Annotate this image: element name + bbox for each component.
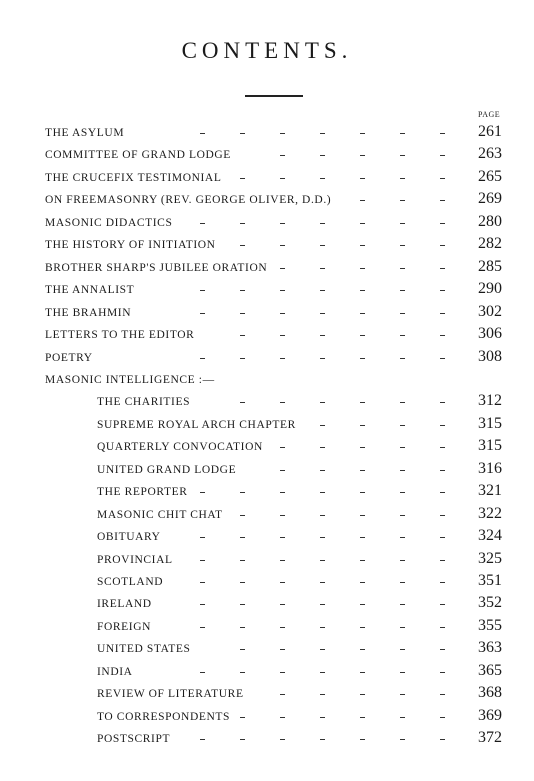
leader-dash [240, 223, 245, 224]
leader-dash [280, 515, 285, 516]
leader-dash [240, 649, 245, 650]
leader-dash [360, 425, 365, 426]
leader-dash [280, 358, 285, 359]
leader-dash [360, 402, 365, 403]
toc-page-number: 324 [478, 527, 502, 545]
toc-entry [0, 326, 534, 348]
leader-dash [360, 470, 365, 471]
toc-entry-title: POETRY [45, 351, 93, 364]
leader-dash [360, 560, 365, 561]
toc-entry [0, 506, 534, 528]
leader-dash [400, 582, 405, 583]
leader-dashes [0, 438, 534, 456]
toc-entry-title: TO CORRESPONDENTS [97, 710, 230, 723]
leader-dash [280, 492, 285, 493]
toc-entry [0, 528, 534, 550]
leader-dash [440, 133, 445, 134]
leader-dash [240, 515, 245, 516]
toc-page-number: 285 [478, 257, 502, 275]
toc-entry-title: LETTERS TO THE EDITOR [45, 329, 195, 342]
toc-page-number: 368 [478, 684, 502, 702]
leader-dash [360, 739, 365, 740]
leader-dash [360, 155, 365, 156]
leader-dash [400, 492, 405, 493]
leader-dashes [0, 708, 534, 726]
leader-dash [200, 313, 205, 314]
leader-dash [280, 155, 285, 156]
toc-entry [0, 438, 534, 460]
leader-dash [400, 672, 405, 673]
leader-dash [320, 245, 325, 246]
toc-entry [0, 259, 534, 281]
leader-dash [360, 313, 365, 314]
leader-dash [320, 560, 325, 561]
leader-dash [440, 178, 445, 179]
toc-page-number: 325 [478, 549, 502, 567]
leader-dash [320, 335, 325, 336]
leader-dash [200, 492, 205, 493]
leader-dash [360, 133, 365, 134]
toc-entry-title: BROTHER SHARP'S JUBILEE ORATION [45, 261, 268, 274]
leader-dashes [0, 640, 534, 658]
leader-dash [400, 178, 405, 179]
leader-dash [320, 358, 325, 359]
toc-entry-title: THE REPORTER [97, 486, 188, 499]
leader-dash [280, 402, 285, 403]
leader-dash [360, 582, 365, 583]
toc-entry-title: ON FREEMASONRY (REV. GEORGE OLIVER, D.D.) [45, 194, 332, 207]
toc-page-number: 352 [478, 594, 502, 612]
leader-dash [360, 358, 365, 359]
toc-entry-title: MASONIC DIDACTICS [45, 216, 173, 229]
toc-page-number: 351 [478, 572, 502, 589]
leader-dash [360, 604, 365, 605]
leader-dash [200, 223, 205, 224]
leader-dash [200, 560, 205, 561]
toc-entry [0, 618, 534, 640]
toc-entry [0, 169, 534, 191]
toc-page-number: 363 [478, 639, 502, 657]
section-heading: MASONIC INTELLIGENCE :— [45, 373, 215, 386]
leader-dash [400, 649, 405, 650]
leader-dash [240, 335, 245, 336]
toc-page-number: 312 [478, 392, 502, 410]
leader-dashes [0, 663, 534, 681]
leader-dash [360, 694, 365, 695]
leader-dash [240, 560, 245, 561]
toc-page-number: 365 [478, 661, 502, 679]
leader-dash [280, 245, 285, 246]
leader-dash [240, 627, 245, 628]
leader-dash [320, 402, 325, 403]
leader-dash [400, 335, 405, 336]
toc-page-number: 282 [478, 235, 502, 253]
leader-dash [200, 739, 205, 740]
toc-entry [0, 551, 534, 573]
leader-dash [440, 335, 445, 336]
toc-entry [0, 640, 534, 662]
leader-dash [440, 694, 445, 695]
toc-page-number: 290 [478, 280, 502, 298]
leader-dash [280, 717, 285, 718]
leader-dash [360, 200, 365, 201]
leader-dash [320, 447, 325, 448]
toc-entry [0, 685, 534, 707]
leader-dash [280, 178, 285, 179]
leader-dash [240, 717, 245, 718]
leader-dash [440, 627, 445, 628]
leader-dash [440, 425, 445, 426]
leader-dash [400, 245, 405, 246]
leader-dash [320, 223, 325, 224]
leader-dash [240, 582, 245, 583]
leader-dash [400, 268, 405, 269]
toc-entry-title: UNITED GRAND LODGE [97, 463, 237, 476]
leader-dash [440, 313, 445, 314]
leader-dash [320, 425, 325, 426]
leader-dash [360, 537, 365, 538]
leader-dash [320, 694, 325, 695]
toc-entry-title: INDIA [97, 665, 133, 678]
leader-dash [400, 447, 405, 448]
leader-dashes [0, 528, 534, 546]
toc-entry [0, 214, 534, 236]
leader-dash [440, 739, 445, 740]
leader-dash [360, 335, 365, 336]
leader-dash [400, 717, 405, 718]
toc-page-number: 302 [478, 302, 502, 320]
leader-dash [320, 492, 325, 493]
leader-dash [320, 582, 325, 583]
leader-dash [280, 470, 285, 471]
toc-entry-title: OBITUARY [97, 531, 161, 544]
leader-dash [360, 268, 365, 269]
toc-entry-title: QUARTERLY CONVOCATION [97, 441, 263, 454]
toc-entry [0, 483, 534, 505]
toc-entry-title: MASONIC CHIT CHAT [97, 508, 223, 521]
toc-entry-title: THE ASYLUM [45, 127, 125, 139]
toc-page-number: 265 [478, 167, 502, 185]
leader-dash [200, 604, 205, 605]
leader-dash [200, 582, 205, 583]
leader-dashes [0, 730, 534, 748]
toc-page-number: 315 [478, 437, 502, 455]
leader-dash [280, 133, 285, 134]
leader-dash [400, 515, 405, 516]
leader-dash [360, 515, 365, 516]
toc-entry [0, 573, 534, 595]
leader-dash [320, 133, 325, 134]
leader-dash [240, 358, 245, 359]
leader-dash [200, 672, 205, 673]
toc-entry-title: UNITED STATES [97, 643, 191, 656]
toc-entry-title: POSTSCRIPT [97, 733, 171, 746]
leader-dashes [0, 595, 534, 613]
leader-dash [280, 604, 285, 605]
leader-dash [360, 178, 365, 179]
toc-entry [0, 124, 534, 146]
toc-entry-title: REVIEW OF LITERATURE [97, 688, 244, 701]
leader-dash [320, 717, 325, 718]
leader-dashes [0, 685, 534, 703]
page-title: CONTENTS. [181, 38, 353, 63]
leader-dash [320, 290, 325, 291]
leader-dash [440, 492, 445, 493]
toc-entry-title: THE BRAHMIN [45, 306, 132, 319]
leader-dash [440, 268, 445, 269]
leader-dash [200, 358, 205, 359]
toc-entry [0, 416, 534, 438]
toc-entry [0, 393, 534, 415]
toc-entry [0, 461, 534, 483]
leader-dash [400, 402, 405, 403]
leader-dash [360, 447, 365, 448]
toc-entry [0, 663, 534, 685]
leader-dash [400, 200, 405, 201]
leader-dash [440, 560, 445, 561]
toc-entry [0, 730, 534, 752]
toc-page-number: 269 [478, 190, 502, 208]
leader-dash [320, 155, 325, 156]
leader-dash [360, 627, 365, 628]
leader-dash [280, 649, 285, 650]
toc-entry [0, 236, 534, 258]
toc-page-number: 315 [478, 414, 502, 432]
leader-dashes [0, 483, 534, 501]
leader-dash [320, 649, 325, 650]
toc-entry-title: THE HISTORY OF INITIATION [45, 239, 216, 252]
leader-dash [320, 470, 325, 471]
toc-page-number: 308 [478, 347, 502, 365]
toc-entry-title: THE ANNALIST [45, 284, 135, 297]
leader-dash [400, 739, 405, 740]
leader-dash [400, 470, 405, 471]
leader-dash [280, 672, 285, 673]
leader-dash [320, 672, 325, 673]
leader-dash [280, 335, 285, 336]
leader-dash [360, 649, 365, 650]
leader-dash [360, 223, 365, 224]
leader-dash [440, 717, 445, 718]
leader-dash [280, 447, 285, 448]
leader-dash [240, 178, 245, 179]
toc-page-number: 322 [478, 504, 502, 522]
leader-dash [360, 492, 365, 493]
toc-entry [0, 595, 534, 617]
leader-dash [400, 604, 405, 605]
leader-dashes [0, 506, 534, 524]
leader-dashes [0, 551, 534, 569]
leader-dash [320, 627, 325, 628]
toc-page-number: 261 [478, 123, 502, 140]
leader-dash [440, 290, 445, 291]
leader-dash [280, 290, 285, 291]
leader-dash [440, 245, 445, 246]
leader-dash [440, 470, 445, 471]
toc-page-number: 316 [478, 459, 502, 477]
leader-dashes [0, 393, 534, 411]
leader-dash [240, 290, 245, 291]
leader-dash [440, 604, 445, 605]
toc-page-number: 369 [478, 706, 502, 724]
toc-page-number: 355 [478, 616, 502, 634]
toc-entry-title: SCOTLAND [97, 576, 164, 588]
leader-dash [440, 672, 445, 673]
leader-dash [280, 223, 285, 224]
leader-dash [240, 537, 245, 538]
leader-dash [280, 313, 285, 314]
leader-dash [240, 492, 245, 493]
leader-dash [440, 358, 445, 359]
leader-dash [400, 313, 405, 314]
leader-dash [280, 560, 285, 561]
toc-entry-title: IRELAND [97, 598, 152, 611]
leader-dash [280, 537, 285, 538]
leader-dash [320, 537, 325, 538]
leader-dash [280, 268, 285, 269]
leader-dash [320, 739, 325, 740]
leader-dash [240, 672, 245, 673]
toc-entry-title: COMMITTEE OF GRAND LODGE [45, 149, 231, 162]
leader-dash [440, 515, 445, 516]
page-column-heading: PAGE [478, 110, 501, 119]
leader-dash [440, 155, 445, 156]
title-rule [245, 95, 303, 97]
leader-dash [360, 290, 365, 291]
leader-dash [440, 582, 445, 583]
toc-entry-title: FOREIGN [97, 620, 152, 633]
toc-entry [0, 146, 534, 168]
leader-dash [440, 649, 445, 650]
leader-dash [360, 245, 365, 246]
toc-entry [0, 281, 534, 303]
toc-entry-title: THE CHARITIES [97, 396, 191, 409]
leader-dash [400, 425, 405, 426]
leader-dash [400, 223, 405, 224]
toc-page-number: 263 [478, 145, 502, 163]
toc-page-number: 372 [478, 729, 502, 747]
leader-dash [400, 290, 405, 291]
leader-dash [320, 178, 325, 179]
leader-dash [200, 133, 205, 134]
toc-entry [0, 708, 534, 730]
leader-dash [280, 739, 285, 740]
leader-dash [440, 402, 445, 403]
toc-entry-title: PROVINCIAL [97, 553, 173, 566]
leader-dash [440, 447, 445, 448]
toc-entry-title: THE CRUCEFIX TESTIMONIAL [45, 171, 222, 184]
leader-dash [320, 515, 325, 516]
leader-dash [400, 560, 405, 561]
leader-dash [440, 200, 445, 201]
leader-dash [440, 537, 445, 538]
leader-dash [200, 290, 205, 291]
leader-dashes [0, 618, 534, 636]
leader-dash [400, 133, 405, 134]
leader-dash [240, 402, 245, 403]
leader-dash [320, 604, 325, 605]
leader-dash [400, 358, 405, 359]
toc-page-number: 280 [478, 212, 502, 230]
leader-dash [200, 627, 205, 628]
leader-dash [240, 133, 245, 134]
leader-dash [360, 672, 365, 673]
leader-dash [400, 627, 405, 628]
leader-dash [240, 313, 245, 314]
leader-dashes [0, 461, 534, 479]
toc-page-number: 321 [478, 482, 502, 500]
toc-entry [0, 349, 534, 371]
leader-dash [400, 694, 405, 695]
leader-dash [400, 155, 405, 156]
toc-page-number: 306 [478, 325, 502, 343]
toc-entry [0, 304, 534, 326]
leader-dash [240, 604, 245, 605]
leader-dash [280, 694, 285, 695]
leader-dash [320, 313, 325, 314]
leader-dashes [0, 573, 534, 591]
leader-dash [360, 717, 365, 718]
leader-dash [440, 223, 445, 224]
leader-dash [400, 537, 405, 538]
toc-entry-title: SUPREME ROYAL ARCH CHAPTER [97, 418, 296, 431]
leader-dash [280, 627, 285, 628]
leader-dash [320, 268, 325, 269]
leader-dash [200, 537, 205, 538]
leader-dash [280, 582, 285, 583]
leader-dash [240, 739, 245, 740]
leader-dash [240, 245, 245, 246]
toc-entry [0, 191, 534, 213]
